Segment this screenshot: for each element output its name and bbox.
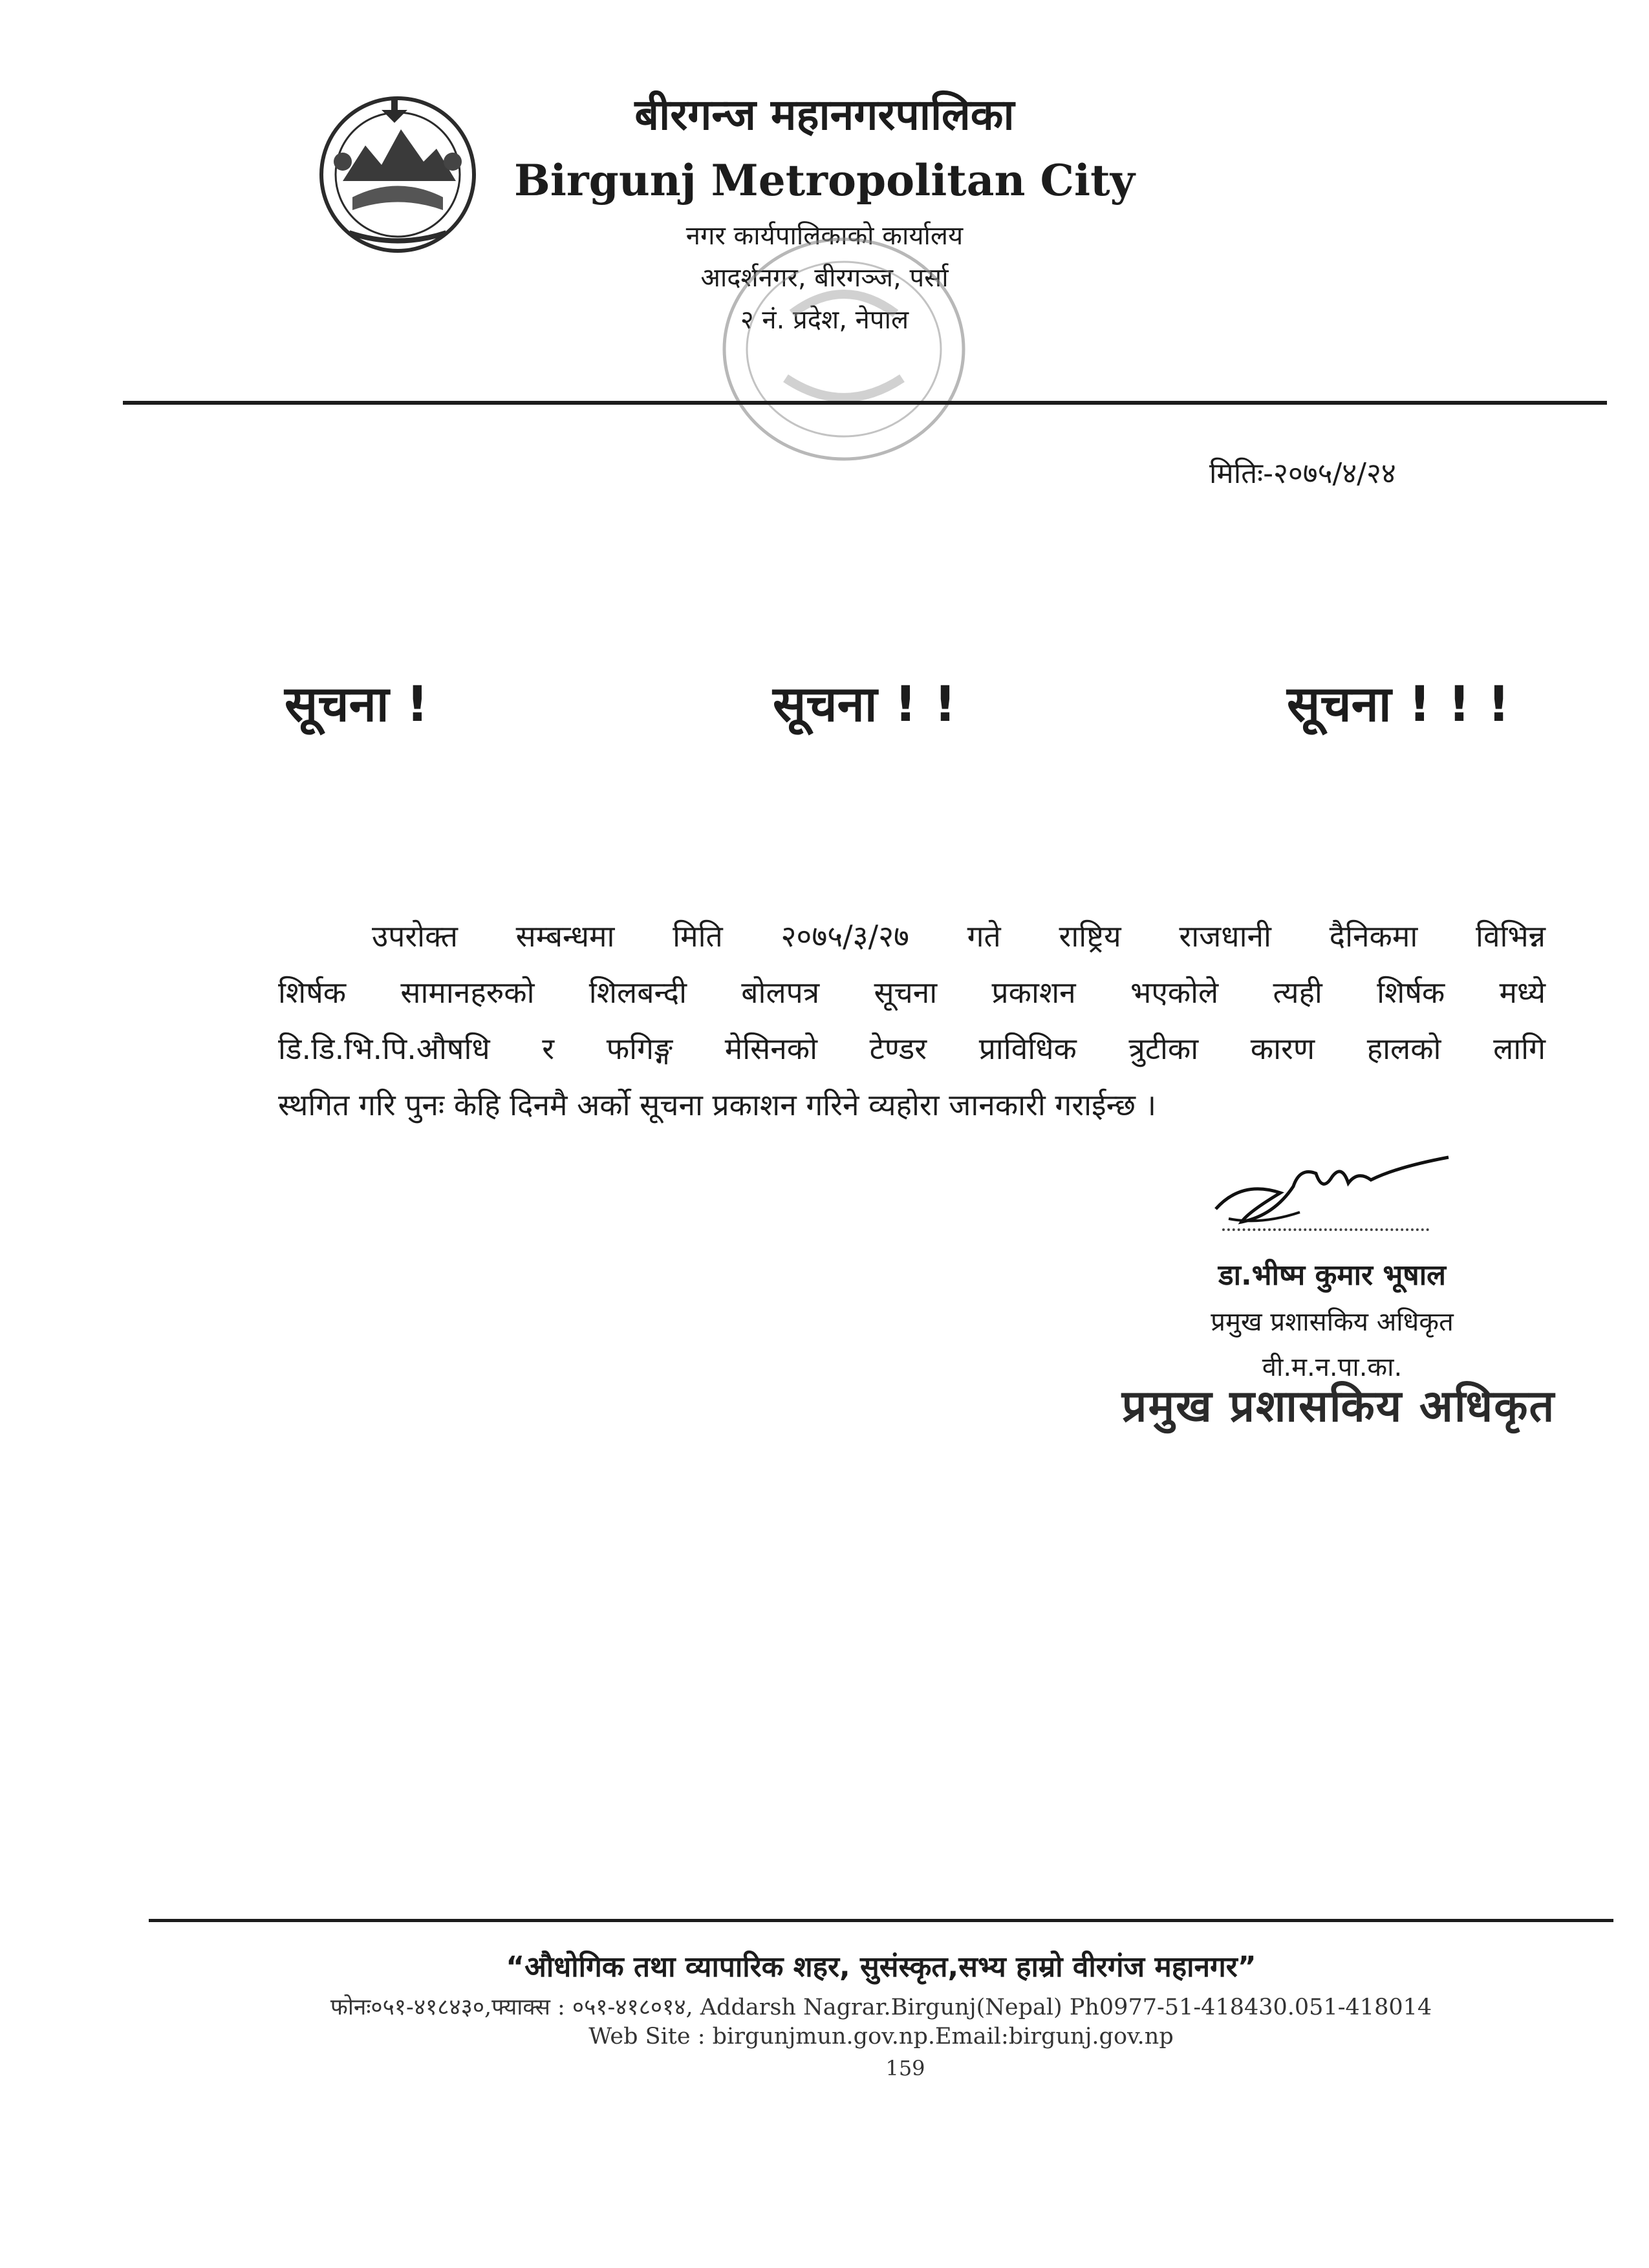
signature-icon	[1203, 1148, 1461, 1238]
signature-line	[1222, 1228, 1429, 1231]
office-province: २ नं. प्रदेश, नेपाल	[740, 305, 909, 335]
page-number: 159	[885, 2056, 925, 2081]
office-address: आदर्शनगर, बीरगञ्ज, पर्सा	[700, 263, 949, 293]
signatory-office: वी.म.न.पा.का.	[1262, 1353, 1403, 1382]
footer-web: Web Site : birgunjmun.gov.np.Email:birgunj.gov.np	[588, 2024, 1174, 2049]
signatory-stamp: प्रमुख प्रशासकिय अधिकृत	[1121, 1381, 1556, 1432]
office-stamp-icon	[715, 230, 973, 469]
body-line: स्थगित गरि पुनः केहि दिनमै अर्को सूचना प्रकाशन गरिने व्यहोरा जानकारी गराईन्छ ।	[278, 1087, 1157, 1122]
footer-contact: फोनः०५१-४१८४३०,फ्याक्स : ०५१-४१८०१४, Addarsh Nagrar.Birgunj(Nepal) Ph0977-51-418430.051-418014	[330, 1995, 1432, 2020]
signatory-title: प्रमुख प्रशासकिय अधिकृत	[1211, 1307, 1454, 1337]
footer-divider	[149, 1919, 1613, 1922]
letter-date: मितिः-२०७५/४/२४	[1209, 457, 1396, 490]
notice-heading-1: सूचना !	[285, 675, 429, 733]
office-name: नगर कार्यपालिकाको कार्यालय	[685, 221, 964, 251]
body-line: डि.डि.भि.पि.औषधि र फगिङ्ग मेसिनको टेण्डर प्राविधिक त्रुटीका कारण हालको लागि	[278, 1031, 1546, 1066]
notice-heading-3: सूचना ! ! !	[1287, 675, 1510, 733]
municipality-name-english: Birgunj Metropolitan City	[514, 155, 1135, 206]
notice-heading-2: सूचना ! !	[773, 675, 956, 733]
signatory-name: डा.भीष्म कुमार भूषाल	[1218, 1259, 1446, 1292]
footer-slogan: “औधोगिक तथा व्यापारिक शहर, सुसंस्कृत,सभ्य हाम्रो वीरगंज महानगर”	[506, 1951, 1256, 1984]
header-divider	[123, 401, 1607, 405]
body-line: शिर्षक सामानहरुको शिलबन्दी बोलपत्र सूचना प्रकाशन भएकोले त्यही शिर्षक मध्ये	[278, 975, 1546, 1010]
municipality-name-nepali: बीरगन्ज महानगरपालिका	[634, 90, 1015, 140]
body-line: उपरोक्त सम्बन्धमा मिति २०७५/३/२७ गते राष्ट्रिय राजधानी दैनिकमा विभिन्न	[372, 919, 1546, 954]
